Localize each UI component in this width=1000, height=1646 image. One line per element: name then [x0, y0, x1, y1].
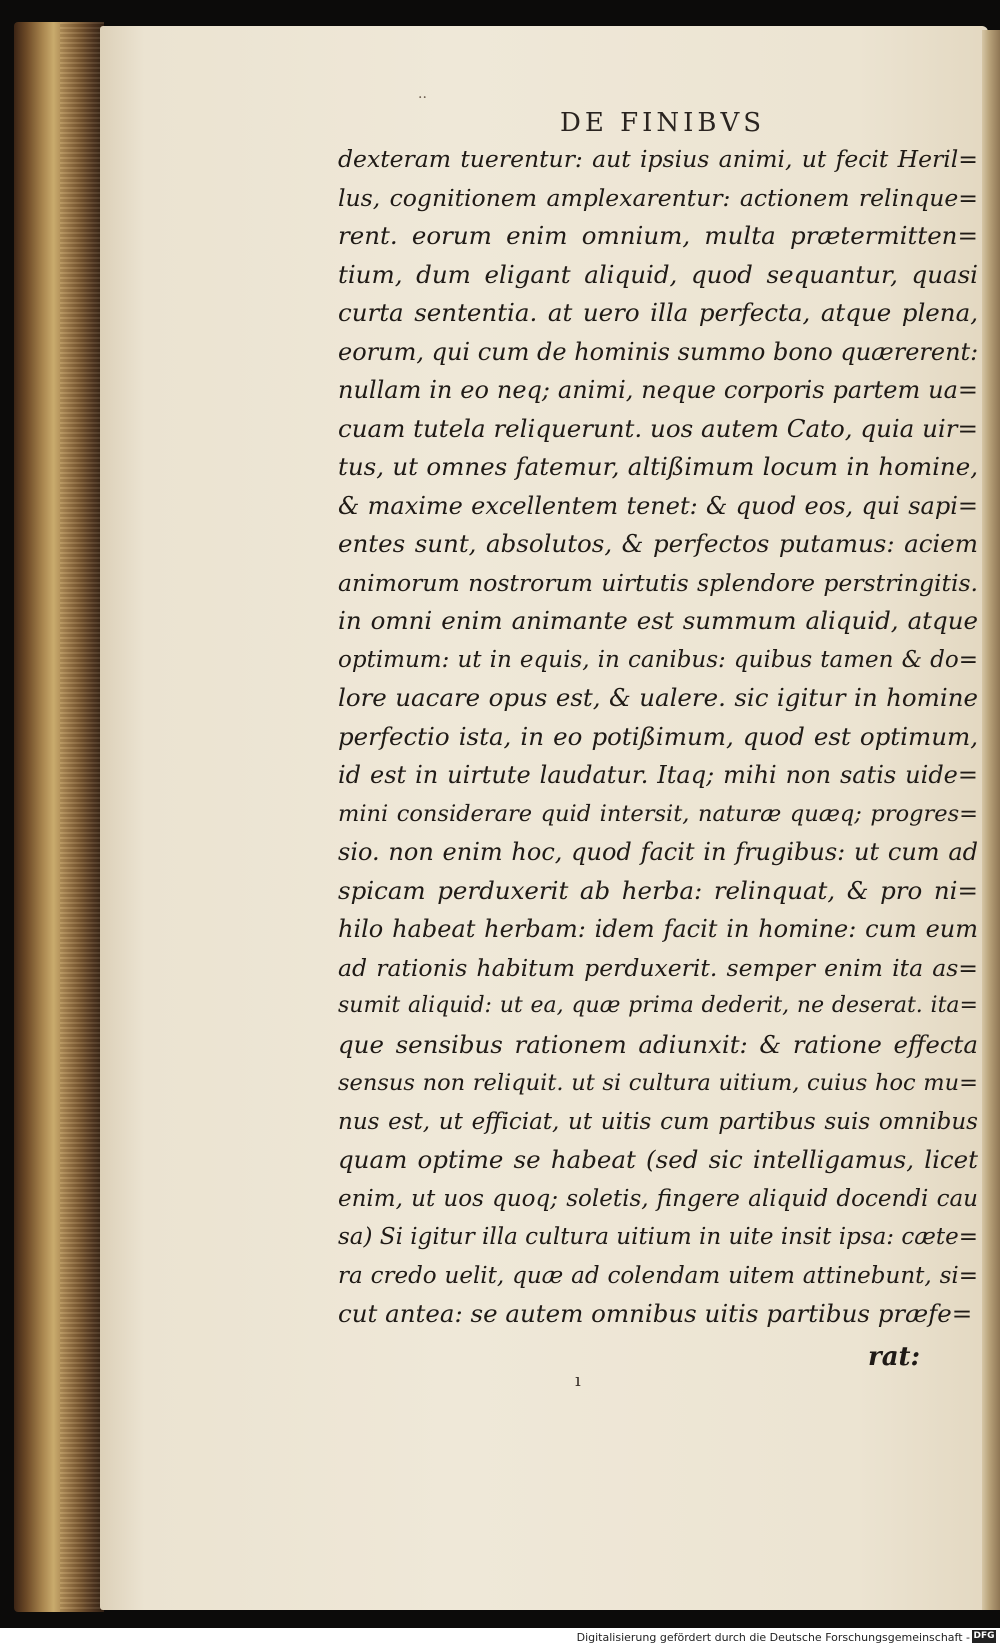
- text-line: nus est, ut efficiat, ut uitis cum partibus suis omnibus: [338, 1108, 978, 1135]
- text-line: quam optime se habeat (sed sic intelligamus, licet: [338, 1145, 978, 1174]
- text-line: mini considerare quid intersit, naturæ quæq; progres=: [338, 800, 978, 827]
- page-edges-texture: [60, 22, 104, 1612]
- text-line: que sensibus rationem adiunxit: & ratione effecta: [338, 1029, 978, 1059]
- text-line: hilo habeat herbam: idem facit in homine: cum eum: [338, 915, 978, 943]
- text-line: tium, dum eligant aliquid, quod sequantur, quasi: [338, 259, 978, 289]
- text-line: lus, cognitionem amplexarentur: actionem relinque=: [338, 183, 978, 212]
- text-line: spicam perduxerit ab herba: relinquat, & pro ni=: [338, 875, 978, 905]
- text-line: curta sententia. at uero illa perfecta, atque plena,: [338, 298, 978, 327]
- text-line: nullam in eo neq; animi, neque corporis partem ua=: [338, 376, 978, 404]
- text-line: rent. eorum enim omnium, multa prætermitten=: [338, 221, 978, 250]
- text-line: dexteram tuerentur: aut ipsius animi, ut fecit Heril=: [338, 145, 978, 173]
- top-mark: ··: [418, 90, 427, 106]
- text-line: lore uacare opus est, & ualere. sic igitur in homine: [338, 683, 978, 712]
- foot-mark: ı: [575, 1370, 581, 1391]
- text-line: optimum: ut in equis, in canibus: quibus tamen & do=: [338, 646, 978, 673]
- dfg-logo: DFG: [973, 1631, 995, 1641]
- text-line: entes sunt, absolutos, & perfectos putamus: aciem: [338, 529, 978, 558]
- catchword: rat:: [868, 1342, 921, 1372]
- text-line: cuam tutela reliquerunt. uos autem Cato, quia uir=: [338, 413, 978, 443]
- funding-credit: Digitalisierung gefördert durch die Deutsche Forschungsgemeinschaft -: [576, 1631, 970, 1644]
- text-line: ra credo uelit, quæ ad colendam uitem attinebunt, si=: [338, 1262, 978, 1289]
- text-line: ad rationis habitum perduxerit. semper enim ita as=: [338, 953, 978, 982]
- text-line: eorum, qui cum de hominis summo bono quærerent:: [338, 337, 979, 366]
- text-line: enim, ut uos quoq; soletis, fingere aliquid docendi cau: [338, 1185, 978, 1212]
- text-line: sio. non enim hoc, quod facit in frugibus: ut cum ad: [338, 838, 978, 866]
- text-line: sumit aliquid: ut ea, quæ prima dederit, ne deserat. ita=: [338, 993, 978, 1018]
- text-line: id est in uirtute laudatur. Itaq; mihi non satis uide=: [338, 761, 978, 789]
- text-line: tus, ut omnes fatemur, altißimum locum in homine,: [338, 452, 978, 481]
- text-line: sensus non reliquit. ut si cultura uitium, cuius hoc mu=: [338, 1070, 978, 1096]
- running-head: DE FINIBVS: [560, 108, 766, 138]
- text-line: & maxime excellentem tenet: & quod eos, qui sapi=: [338, 491, 978, 520]
- text-line: cut antea: se autem omnibus uitis partibus præfe=: [338, 1299, 973, 1328]
- gutter-edge: [982, 30, 1000, 1610]
- text-line: perfectio ista, in eo potißimum, quod est optimum,: [338, 721, 978, 751]
- text-line: sa) Si igitur illa cultura uitium in uite insit ipsa: cæte=: [338, 1224, 978, 1250]
- text-line: animorum nostrorum uirtutis splendore perstringitis.: [338, 568, 978, 597]
- text-block: [338, 140, 978, 1334]
- text-line: in omni enim animante est summum aliquid, atque: [338, 606, 978, 635]
